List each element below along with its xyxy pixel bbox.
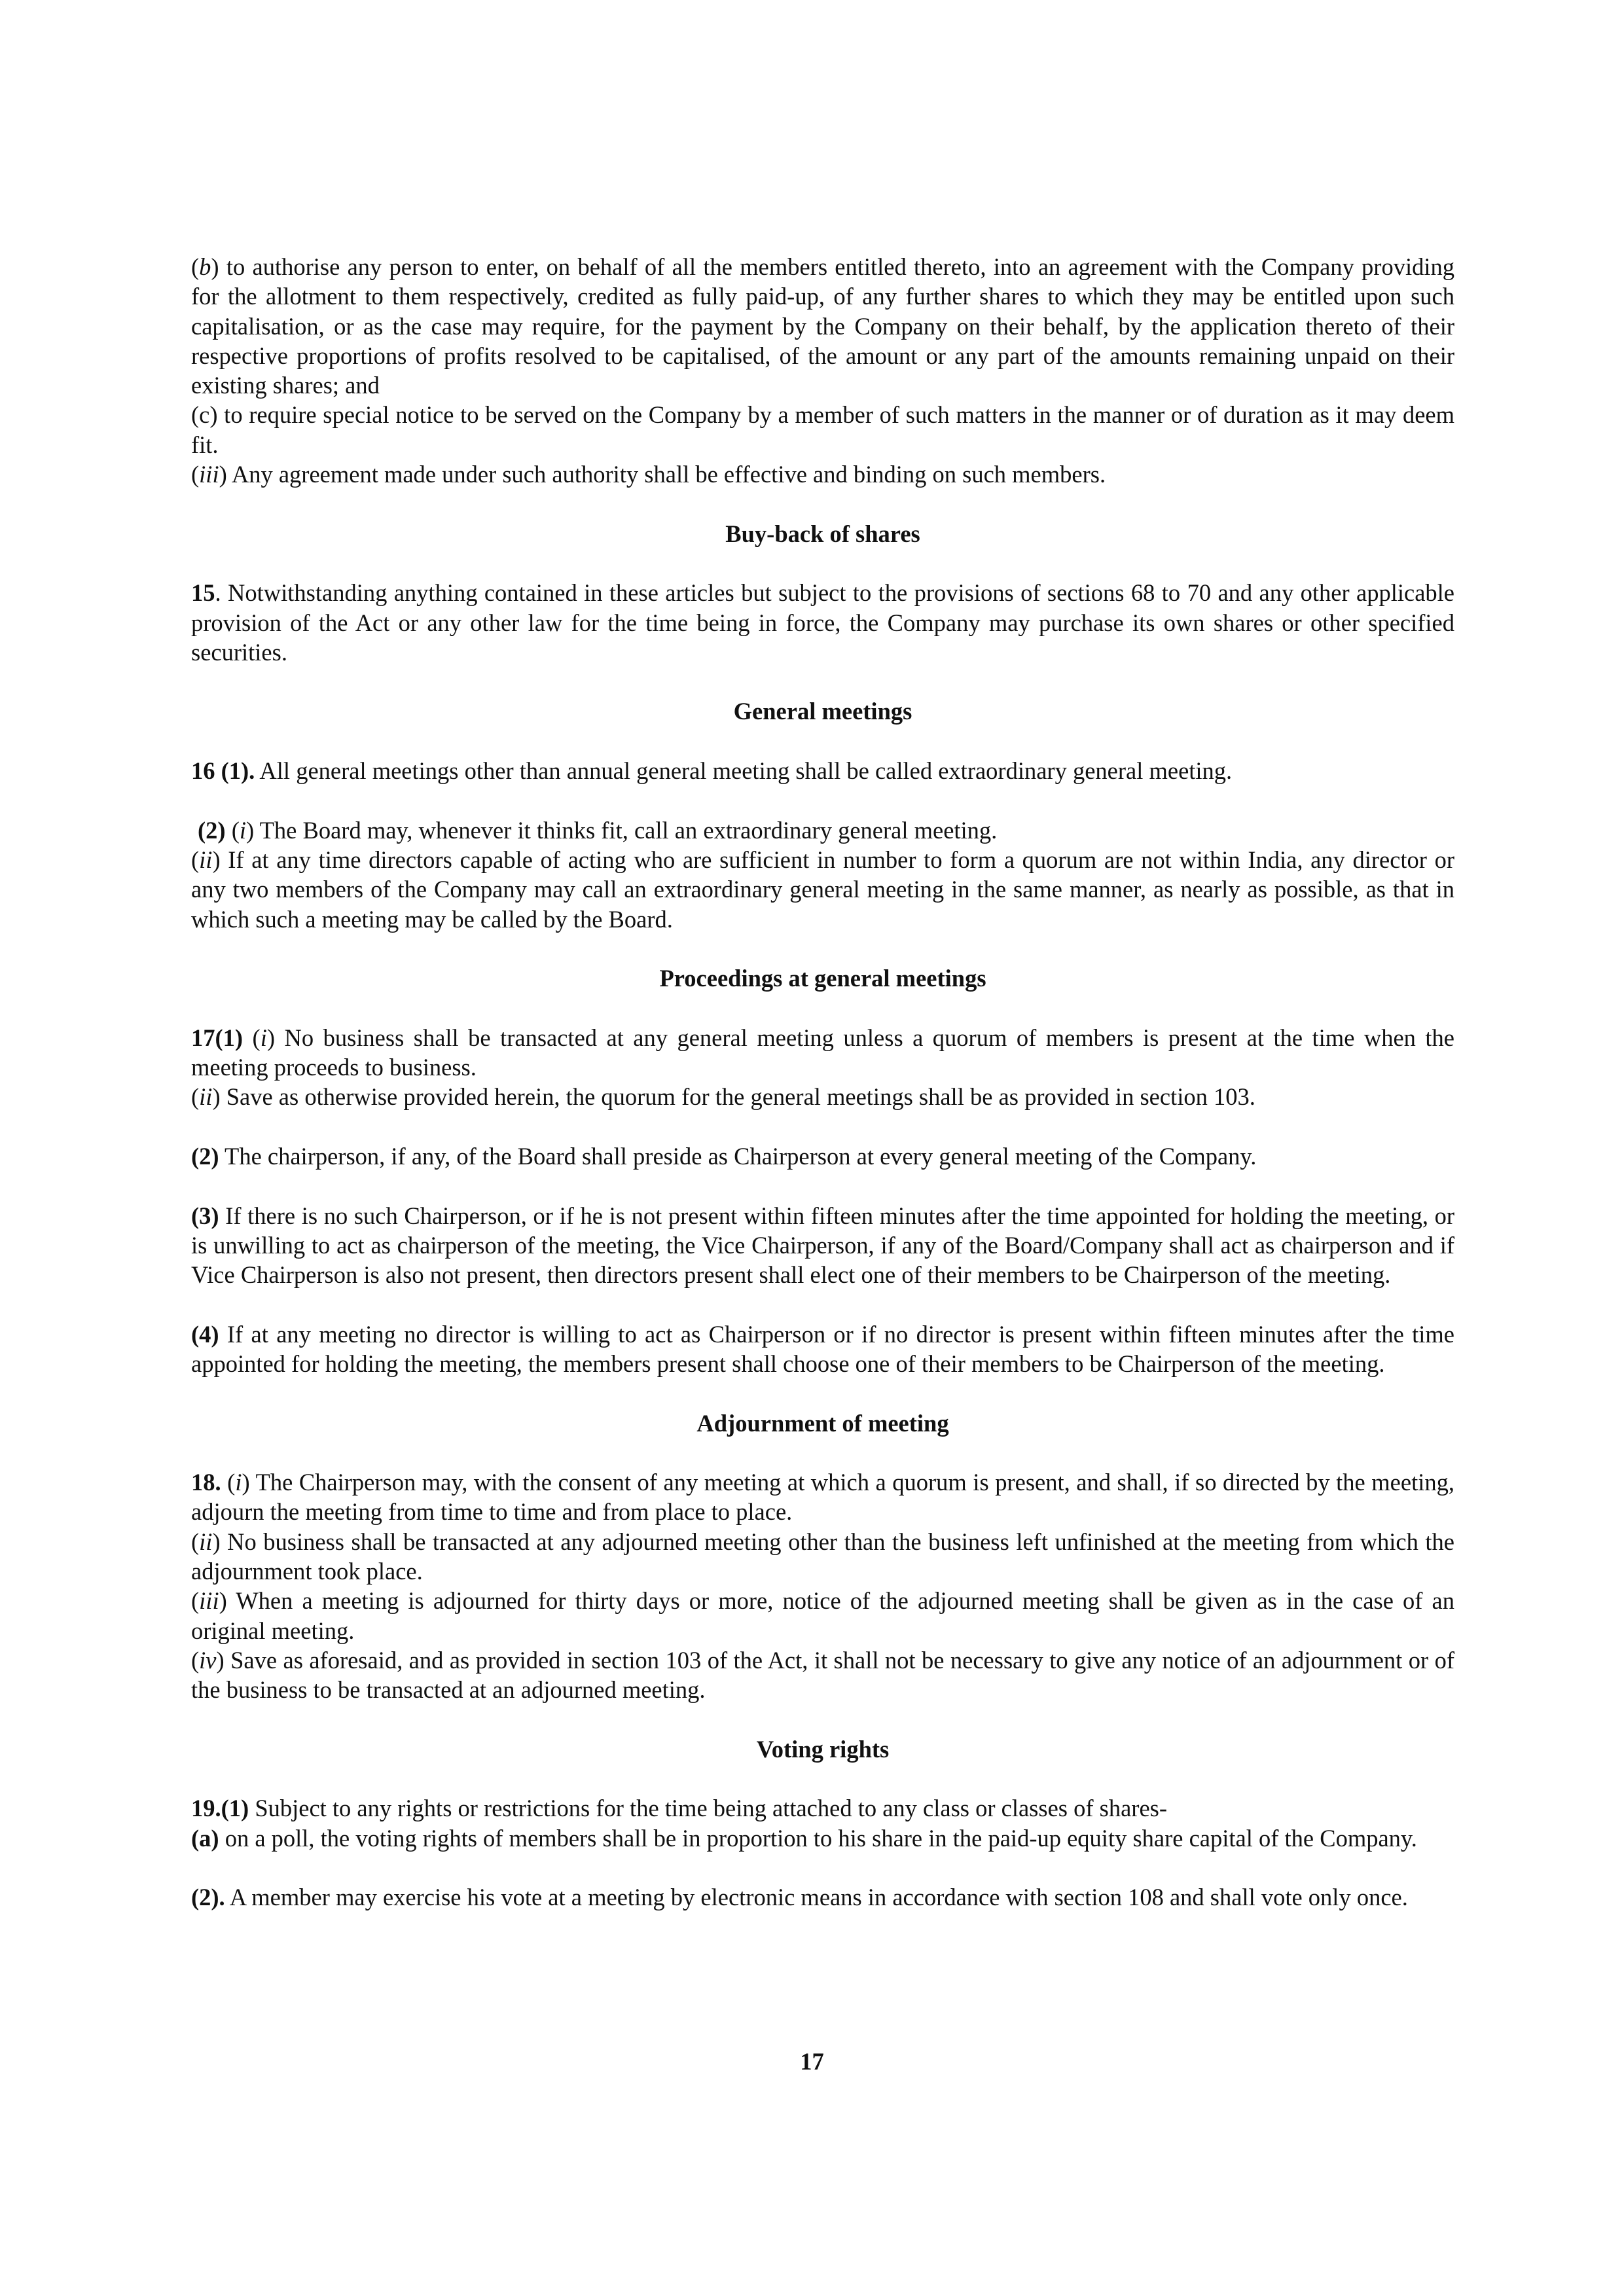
article-text: . Notwithstanding anything contained in these articles but subject to the provisions of sections 68 to 70 and any other applicable provision of the Act or any other law for the time being in force, the Company may purchase its own shares or other specified securities. (191, 579, 1454, 666)
article-number: (2) (191, 1142, 219, 1170)
clause-text: When a meeting is adjourned for thirty days or more, notice of the adjourned meeting shall be given as in the case of an original meeting. (191, 1587, 1454, 1644)
article-number: 16 (1). (191, 757, 255, 785)
heading-buy-back: Buy-back of shares (725, 520, 920, 547)
article-number: (a) (191, 1824, 219, 1852)
clause-text: The Chairperson may, with the consent of any meeting at which a quorum is present, and shall, if so directed by the meeting, adjourn the meeting from time to time and from place to place. (191, 1469, 1454, 1526)
clause-label: iii (199, 1587, 219, 1615)
article-16-1 (191, 756, 1454, 785)
article-16-2-ii: (ii) If at any time directors capable of acting who are sufficient in number to form a quorum are not within India, any director or any two members of the Company may call an extraordinary general meeting in the same manner, as nearly as possible, as that in which such a meeting may be called by the Board. (191, 846, 1454, 933)
clause-text: No business shall be transacted at any adjourned meeting other than the business left unfinished at the meeting from which the adjournment took place. (191, 1528, 1454, 1585)
article-number: (2) (198, 816, 226, 844)
article-17-2 (191, 1141, 1454, 1171)
heading-adjournment: Adjournment of meeting (696, 1409, 949, 1437)
clause-label: i (260, 1024, 267, 1051)
article-number: (3) (191, 1202, 219, 1229)
clause-14-c: (c) to require special notice to be served on the Company by a member of such matters in the manner or of duration as it may deem fit. (191, 401, 1454, 458)
clause-text: Any agreement made under such authority shall be effective and binding on such members. (226, 461, 1106, 488)
article-19-1 (191, 1793, 1454, 1823)
article-text: All general meetings other than annual general meeting shall be called extraordinary general meeting. (255, 757, 1233, 785)
clause-label: ii (199, 1083, 213, 1111)
article-text: A member may exercise his vote at a meeting by electronic means in accordance with section 108 and shall vote only once. (225, 1884, 1408, 1911)
article-19-1-a (191, 1823, 1454, 1853)
article-18-iii: (iii) When a meeting is adjourned for thirty days or more, notice of the adjourned meeting shall be given as in the case of an original meeting. (191, 1587, 1454, 1644)
clause-text: No business shall be transacted at any general meeting unless a quorum of members is present at the time when the meeting proceeds to business. (191, 1024, 1454, 1081)
article-text: If at any meeting no director is willing to act as Chairperson or if no director is present within fifteen minutes after the time appointed for holding the meeting, the members present shall choose one of their members to be Chairperson of the meeting. (191, 1320, 1454, 1377)
clause-text: Save as otherwise provided herein, the quorum for the general meetings shall be as provided in section 103. (220, 1083, 1255, 1111)
article-number: 18. (191, 1469, 221, 1496)
article-19-2 (191, 1882, 1454, 1912)
article-text: The chairperson, if any, of the Board shall preside as Chairperson at every general meeting of the Company. (219, 1142, 1257, 1170)
clause-text: If at any time directors capable of acting who are sufficient in number to form a quorum are not within India, any director or any two members of the Company may call an extraordinary general meeting in the same manner, as nearly as possible, as that in which such a meeting may be called by the Board. (191, 846, 1454, 933)
clause-text: The Board may, whenever it thinks fit, call an extraordinary general meeting. (254, 816, 998, 844)
article-17-1-i: 17(1) (i) No business shall be transacted at any general meeting unless a quorum of members is present at the time when the meeting proceeds to business. (191, 1024, 1454, 1081)
document-body (191, 252, 1454, 1912)
article-number: 17(1) (191, 1024, 244, 1051)
clause-label: iv (199, 1646, 217, 1674)
article-number: 15 (191, 579, 215, 607)
clause-label: i (239, 816, 246, 844)
heading-voting-rights: Voting rights (756, 1735, 890, 1763)
clause-14-b: (b) to authorise any person to enter, on behalf of all the members entitled thereto, into an agreement with the Company providing for the allotment to them respectively, credited as fully paid-up, of any further shares to which they may be entitled upon such capitalisation, or as the case may require, for the payment by the Company on their behalf, by the application thereto of their respective proportions of profits resolved to be capitalised, of the amount or any part of the amounts remaining unpaid on their existing shares; and (191, 253, 1454, 399)
clause-label: ii (199, 1528, 213, 1555)
clause-label: i (235, 1469, 242, 1496)
clause-text: to authorise any person to enter, on behalf of all the members entitled thereto, into an agreement with the Company providing for the allotment to them respectively, credited as fully paid-up, of any further shares to which they may be entitled upon such capitalisation, or as the case may require, for the payment by the Company on their behalf, by the application thereto of their respective proportions of profits resolved to be capitalised, of the amount or any part of the amounts remaining unpaid on their existing shares; and (191, 253, 1454, 399)
article-15 (191, 578, 1454, 667)
article-number: 19.(1) (191, 1795, 249, 1822)
article-number: (2). (191, 1884, 225, 1911)
clause-text: Save as aforesaid, and as provided in section 103 of the Act, it shall not be necessary to give any notice of an adjournment or of the business to be transacted at an adjourned meeting. (191, 1646, 1454, 1704)
clause-label: iii (199, 461, 219, 488)
clause-label: ii (199, 846, 213, 873)
article-number: (4) (191, 1320, 219, 1348)
article-18-ii: (ii) No business shall be transacted at any adjourned meeting other than the business left unfinished at the meeting from which the adjournment took place. (191, 1528, 1454, 1585)
clause-label: b (199, 253, 211, 280)
article-17-4 (191, 1319, 1454, 1379)
article-17-1-ii: (ii) Save as otherwise provided herein, the quorum for the general meetings shall be as provided in section 103. (191, 1083, 1255, 1111)
heading-proceedings: Proceedings at general meetings (659, 965, 986, 992)
page-number: 17 (800, 2048, 824, 2075)
article-text: Subject to any rights or restrictions for the time being attached to any class or classes of shares- (249, 1795, 1168, 1822)
heading-general-meetings: General meetings (733, 698, 912, 725)
article-text: If there is no such Chairperson, or if he is not present within fifteen minutes after the time appointed for holding the meeting, or is unwilling to act as chairperson of the meeting, the Vice Chairperson, if any of the Board/Company shall act as chairperson and if Vice Chairperson is also not present, then directors present shall elect one of their members to be Chairperson of the meeting. (191, 1202, 1454, 1289)
article-text: on a poll, the voting rights of members shall be in proportion to his share in the paid-up equity share capital of the Company. (219, 1824, 1417, 1852)
clause-14-iii: (iii) Any agreement made under such authority shall be effective and binding on such members. (191, 461, 1106, 488)
article-17-3 (191, 1201, 1454, 1290)
article-18-iv: (iv) Save as aforesaid, and as provided in section 103 of the Act, it shall not be necessary to give any notice of an adjournment or of the business to be transacted at an adjourned meeting. (191, 1646, 1454, 1704)
article-16-2-i: (2) (i) The Board may, whenever it thinks fit, call an extraordinary general meeting. (198, 816, 998, 844)
article-18-i: 18. (i) The Chairperson may, with the consent of any meeting at which a quorum is present, and shall, if so directed by the meeting, adjourn the meeting from time to time and from place to place. (191, 1469, 1454, 1526)
